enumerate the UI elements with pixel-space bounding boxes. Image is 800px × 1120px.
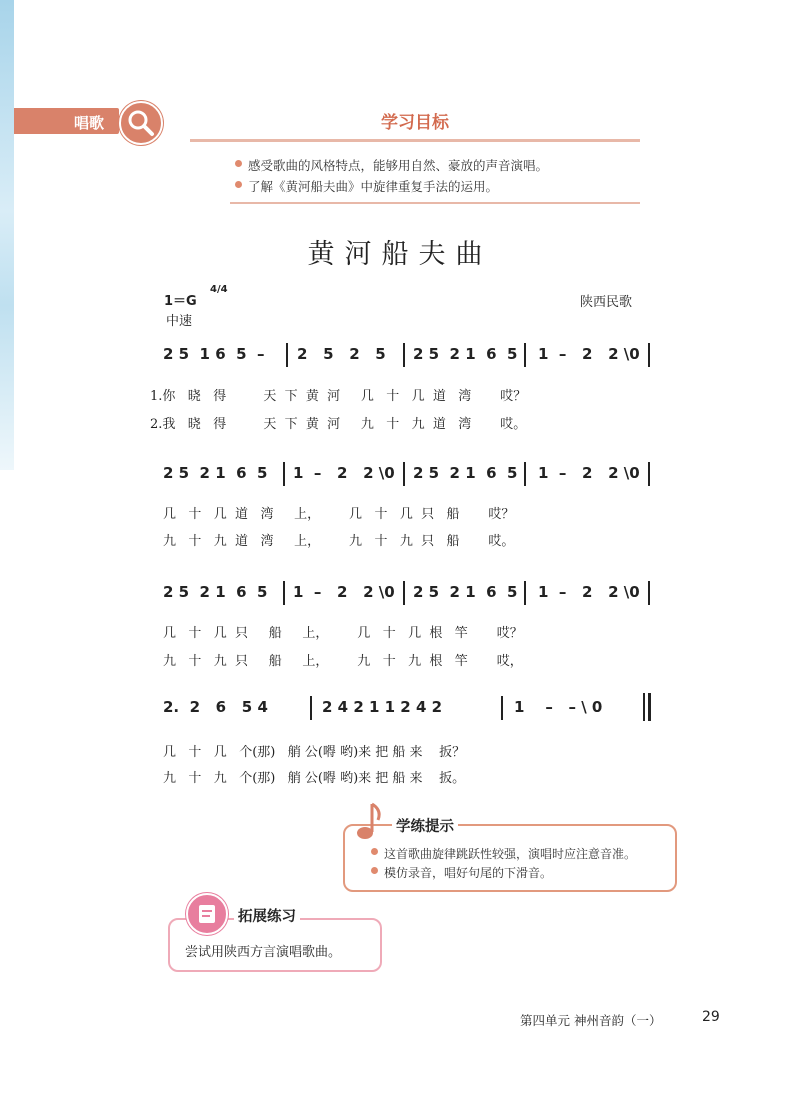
time-signature: 4/4 xyxy=(210,284,228,295)
notation-measure: 1 – 2 2 \0 xyxy=(538,583,640,601)
bar-line xyxy=(310,696,312,720)
notation-measure: 1 – 2 2 \0 xyxy=(293,464,395,482)
bar-line xyxy=(524,581,526,605)
music-note-icon xyxy=(352,800,386,848)
lyric-line: 九 十 九 道 湾 上， 九 十 九 只 船 哎。 xyxy=(163,534,515,549)
lyric-line: 几 十 几 道 湾 上， 几 十 几 只 船 哎？ xyxy=(163,507,515,522)
extension-exercise-text: 尝试用陕西方言演唱歌曲。 xyxy=(185,945,342,960)
bar-line xyxy=(283,581,285,605)
lyric-line: 九 十 九 个(那) 艄 公(嘚 哟)来 把 船 来 扳。 xyxy=(163,771,466,786)
tempo-marking: 中速 xyxy=(166,314,193,329)
notation-measure: 2 5 2 1 6 5 xyxy=(163,464,268,482)
side-photo-strip xyxy=(0,0,14,470)
goals-top-divider xyxy=(190,139,640,142)
lyric-line: 九 十 九 只 船 上， 九 十 九 根 竿 哎， xyxy=(163,654,523,669)
notation-measure: 2 5 2 1 6 5 xyxy=(413,345,518,363)
notation-measure: 2 5 2 1 6 5 xyxy=(413,583,518,601)
bar-line xyxy=(403,343,405,367)
song-title: 黄河船夫曲 xyxy=(307,239,493,270)
bar-line xyxy=(403,581,405,605)
lyric-line: 1.你 晓 得 天 下 黄 河 几 十 几 道 湾 哎？ xyxy=(150,389,527,404)
notation-measure: 2 4 2 1 1 2 4 2 xyxy=(322,698,443,716)
bar-line xyxy=(524,343,526,367)
note-pad-icon xyxy=(186,893,228,935)
section-tab-label: 唱歌 xyxy=(74,114,105,132)
bar-line xyxy=(283,462,285,486)
notation-measure: 2 5 2 1 6 5 xyxy=(163,583,268,601)
bar-line xyxy=(524,462,526,486)
goal-item: 了解《黄河船夫曲》中旋律重复手法的运用。 xyxy=(248,179,499,194)
notation-measure: 1 – 2 2 \0 xyxy=(538,464,640,482)
notation-measure: 2 5 1 6 5 – xyxy=(163,345,265,363)
notation-measure: 2 5 2 1 6 5 xyxy=(413,464,518,482)
song-source: 陕西民歌 xyxy=(580,295,633,310)
tip-item: 模仿录音，唱好句尾的下滑音。 xyxy=(384,866,553,880)
bar-line xyxy=(403,462,405,486)
footer-unit: 第四单元 神州音韵（一） xyxy=(520,1013,662,1028)
bar-line xyxy=(648,462,650,486)
page-number: 29 xyxy=(702,1009,720,1025)
key-signature: 1＝G xyxy=(164,294,197,309)
tip-item: 这首歌曲旋律跳跃性较强，演唱时应注意音准。 xyxy=(384,847,637,861)
bar-line xyxy=(501,696,503,720)
practice-tips-title: 学练提示 xyxy=(392,815,458,836)
learning-goals-title: 学习目标 xyxy=(381,113,449,133)
bar-line xyxy=(286,343,288,367)
lyric-line: 几 十 几 只 船 上， 几 十 几 根 竿 哎？ xyxy=(163,626,523,641)
goals-bottom-divider xyxy=(230,202,640,204)
bar-line xyxy=(648,343,650,367)
notation-measure: 2 5 2 5 xyxy=(297,345,386,363)
bar-line xyxy=(648,581,650,605)
extension-exercise-title: 拓展练习 xyxy=(234,905,300,926)
notation-measure: 1 – – \ 0 xyxy=(514,698,603,716)
lyric-line: 2.我 晓 得 天 下 黄 河 九 十 九 道 湾 哎。 xyxy=(150,417,527,432)
final-bar-line-thick xyxy=(648,693,651,721)
notation-measure: 2. 2 6 5 4 xyxy=(163,698,268,716)
lyric-line: 几 十 几 个(那) 艄 公(嘚 哟)来 把 船 来 扳？ xyxy=(163,745,466,760)
goal-item: 感受歌曲的风格特点，能够用自然、豪放的声音演唱。 xyxy=(248,158,549,173)
final-bar-line xyxy=(643,693,645,721)
section-tab xyxy=(14,108,119,134)
notation-measure: 1 – 2 2 \0 xyxy=(538,345,640,363)
notation-measure: 1 – 2 2 \0 xyxy=(293,583,395,601)
microphone-icon xyxy=(119,101,163,145)
